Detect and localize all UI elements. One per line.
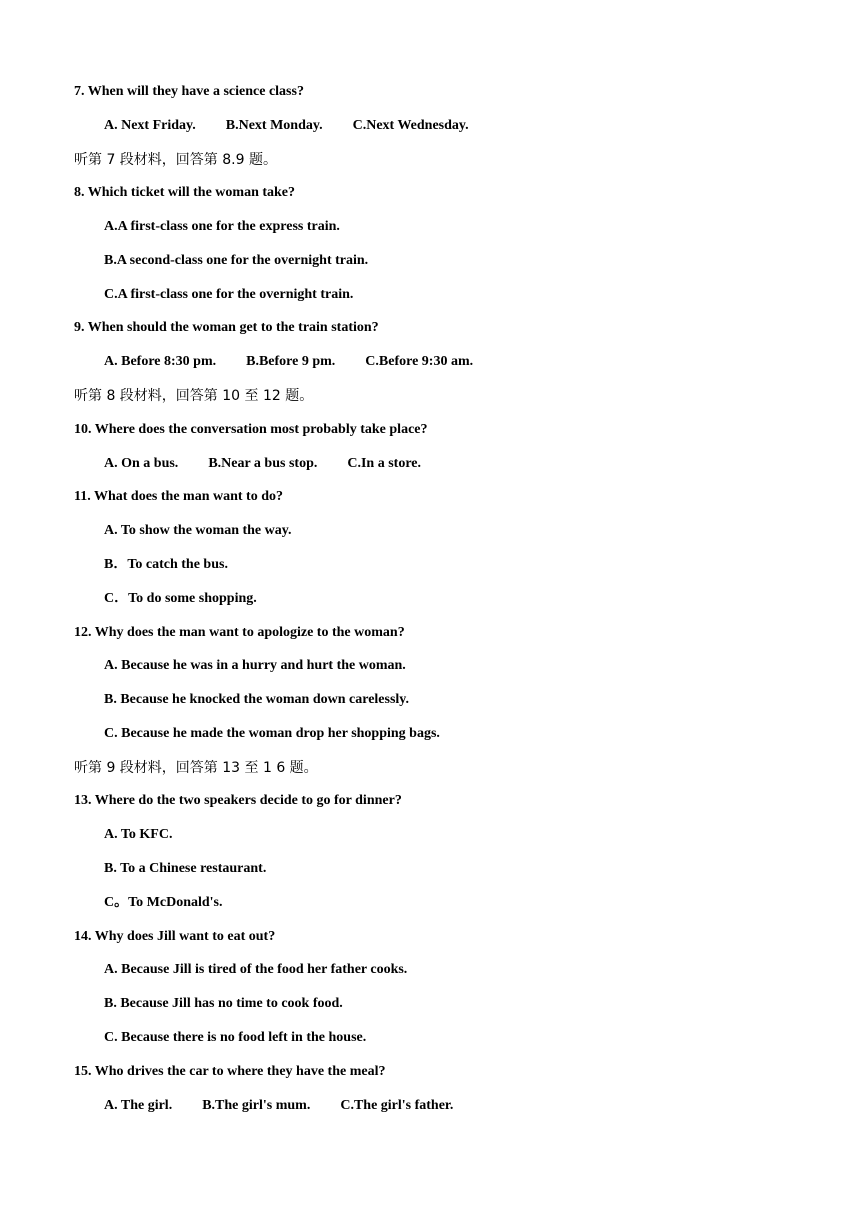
question-7: 7. When will they have a science class? [74,84,304,99]
question-10: 10. Where does the conversation most probably take place? [74,422,428,437]
option-a: A. To show the woman the way. [104,523,292,538]
question-11: 11. What does the man want to do? [74,489,283,504]
option-b: B．To catch the bus. [104,557,228,572]
option-a: A.A first-class one for the express train. [104,219,340,234]
question-8: 8. Which ticket will the woman take? [74,185,296,200]
option-a: A. Because he was in a hurry and hurt the woman. [104,658,406,673]
section-8-instruction: 听第 8 段材料，回答第 10 至 12 题。 [74,388,314,404]
option-c: C．To do some shopping. [104,591,257,606]
option-c: C.The girl's father. [340,1098,454,1113]
option-c: C.In a store. [347,456,421,471]
question-13: 13. Where do the two speakers decide to go for dinner? [74,793,402,808]
option-b: B. To a Chinese restaurant. [104,861,267,876]
option-a: A. The girl. [104,1098,173,1113]
option-a: A. On a bus. [104,456,179,471]
option-c: C.Before 9:30 am. [365,354,474,369]
question-7-options [104,117,469,135]
question-12: 12. Why does the man want to apologize to the woman? [74,625,405,640]
option-c: C.Next Wednesday. [352,118,469,133]
question-15: 15. Who drives the car to where they have the meal? [74,1064,386,1079]
question-9: 9. When should the woman get to the train station? [74,320,379,335]
option-b: B.Near a bus stop. [208,456,318,471]
option-a: A. Next Friday. [104,118,196,133]
question-14: 14. Why does Jill want to eat out? [74,929,276,944]
option-b: B.Next Monday. [225,118,323,133]
question-15-options [104,1097,453,1115]
option-a: A. Before 8:30 pm. [104,354,217,369]
option-c: C. Because he made the woman drop her shopping bags. [104,726,440,741]
section-9-instruction: 听第 9 段材料，回答第 13 至 1 6 题。 [74,760,318,776]
question-10-options [104,455,421,473]
option-c: C。To McDonald's. [104,895,223,910]
option-b: B. Because he knocked the woman down carelessly. [104,692,410,707]
option-c: C. Because there is no food left in the house. [104,1030,367,1045]
option-c: C.A first-class one for the overnight train. [104,287,354,302]
option-b: B.The girl's mum. [202,1098,311,1113]
option-a: A. Because Jill is tired of the food her father cooks. [104,962,408,977]
option-b: B.A second-class one for the overnight train. [104,253,369,268]
option-a: A. To KFC. [104,827,173,842]
option-b: B.Before 9 pm. [246,354,336,369]
section-7-instruction: 听第 7 段材料，回答第 8.9 题。 [74,152,277,168]
option-b: B. Because Jill has no time to cook food. [104,996,343,1011]
question-9-options [104,353,473,371]
